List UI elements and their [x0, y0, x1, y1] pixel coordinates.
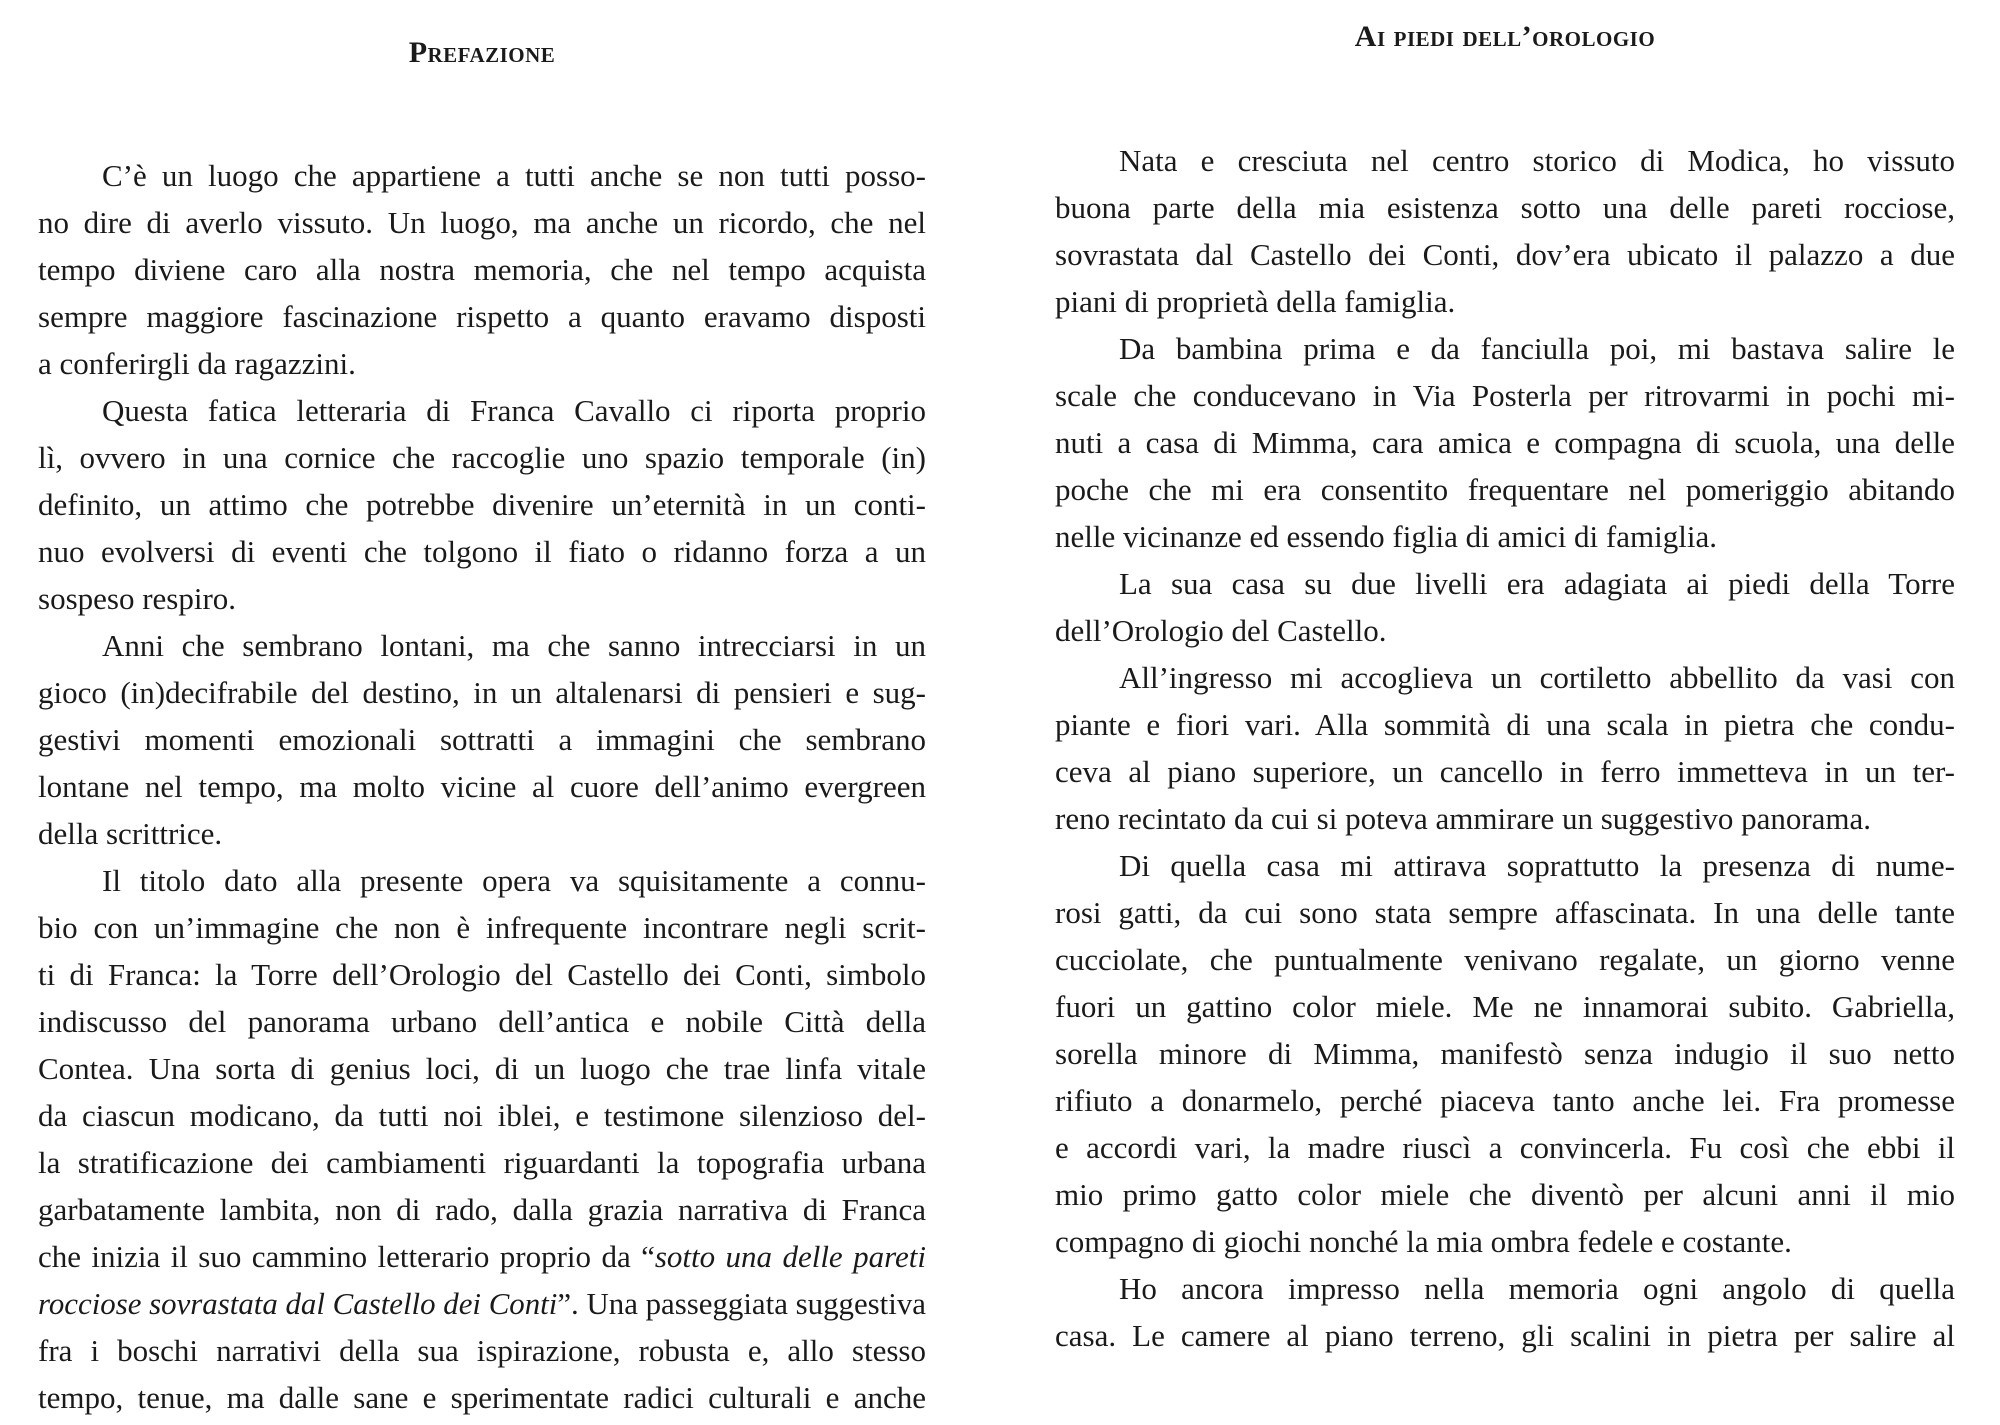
line-text: da ciascun modicano, da tutti noi iblei, e testimone silenzioso del- [38, 1098, 926, 1133]
text-line [38, 1139, 926, 1186]
line-text: Da bambina prima e da fanciulla poi, mi bastava salire le [1119, 331, 1955, 366]
line-text: compagno di giochi nonché la mia ombra fedele e costante. [1055, 1224, 1792, 1259]
text-line [1055, 842, 1955, 889]
line-text: Questa fatica letteraria di Franca Cavallo ci riporta proprio [102, 393, 926, 428]
text-line [38, 152, 926, 199]
text-line [1055, 278, 1955, 325]
line-text: indiscusso del panorama urbano dell’antica e nobile Città della [38, 1004, 926, 1039]
text-line [1055, 137, 1955, 184]
line-text: All’ingresso mi accoglieva un cortiletto abbellito da vasi con [1119, 660, 1955, 695]
line-text: e accordi vari, la madre riuscì a convincerla. Fu così che ebbi il [1055, 1130, 1955, 1165]
text-line [1055, 795, 1955, 842]
line-text: mio primo gatto color miele che diventò per alcuni anni il mio [1055, 1177, 1955, 1212]
line-text: ti di Franca: la Torre dell’Orologio del Castello dei Conti, simbolo [38, 957, 926, 992]
line-text: gioco (in)decifrabile del destino, in un altalenarsi di pensieri e sug- [38, 675, 926, 710]
line-text: sorella minore di Mimma, manifestò senza indugio il suo netto [1055, 1036, 1955, 1071]
line-text: sempre maggiore fascinazione rispetto a quanto eravamo disposti [38, 299, 926, 334]
line-text: casa. Le camere al piano terreno, gli scalini in pietra per salire al [1055, 1318, 1955, 1353]
left-page-body [38, 152, 926, 1421]
text-line [38, 951, 926, 998]
line-text: C’è un luogo che appartiene a tutti anche se non tutti posso- [102, 158, 926, 193]
line-text: che inizia il suo cammino letterario proprio da “ [38, 1239, 655, 1274]
line-text: rosi gatti, da cui sono stata sempre affascinata. In una delle tante [1055, 895, 1955, 930]
line-text: dell’Orologio del Castello. [1055, 613, 1387, 648]
text-line [1055, 1265, 1955, 1312]
text-line [1055, 1030, 1955, 1077]
line-text: nelle vicinanze ed essendo figlia di amici di famiglia. [1055, 519, 1717, 554]
text-line [38, 528, 926, 575]
text-line [1055, 513, 1955, 560]
line-text: la stratificazione dei cambiamenti riguardanti la topografia urbana [38, 1145, 926, 1180]
text-line [1055, 1124, 1955, 1171]
text-line [1055, 748, 1955, 795]
right-page-body [1055, 137, 1955, 1359]
line-text: piani di proprietà della famiglia. [1055, 284, 1456, 319]
line-text: tempo, tenue, ma dalle sane e sperimentate radici culturali e anche [38, 1380, 926, 1415]
text-line [1055, 983, 1955, 1030]
line-text: lontane nel tempo, ma molto vicine al cuore dell’animo evergreen [38, 769, 926, 804]
line-text: Ho ancora impresso nella memoria ogni angolo di quella [1119, 1271, 1955, 1306]
text-line [38, 199, 926, 246]
line-text: sovrastata dal Castello dei Conti, dov’era ubicato il palazzo a due [1055, 237, 1955, 272]
left-page [38, 0, 926, 1425]
text-line [38, 1280, 926, 1327]
text-line [38, 763, 926, 810]
text-line [1055, 701, 1955, 748]
text-line [1055, 1171, 1955, 1218]
text-line [1055, 419, 1955, 466]
text-line [38, 622, 926, 669]
text-line [38, 716, 926, 763]
line-text: gestivi momenti emozionali sottratti a immagini che sembrano [38, 722, 926, 757]
line-text: cucciolate, che puntualmente venivano regalate, un giorno venne [1055, 942, 1955, 977]
line-text: della scrittrice. [38, 816, 223, 851]
text-line [38, 1327, 926, 1374]
line-text: fra i boschi narrativi della sua ispirazione, robusta e, allo stesso [38, 1333, 926, 1368]
text-line [38, 246, 926, 293]
text-line [1055, 936, 1955, 983]
text-line [38, 1092, 926, 1139]
text-line [1055, 607, 1955, 654]
text-line [38, 998, 926, 1045]
line-text: tempo diviene caro alla nostra memoria, che nel tempo acquista [38, 252, 926, 287]
text-line [38, 575, 926, 622]
right-page [1055, 0, 1955, 1425]
line-text: definito, un attimo che potrebbe divenire un’eternità in un conti- [38, 487, 926, 522]
text-line [38, 434, 926, 481]
line-text: Anni che sembrano lontani, ma che sanno intrecciarsi in un [102, 628, 926, 663]
text-line [38, 810, 926, 857]
right-page-heading: Ai piedi dell’orologio [1354, 20, 1656, 53]
text-line [1055, 1312, 1955, 1359]
text-line [38, 387, 926, 434]
text-line [38, 293, 926, 340]
line-text: Di quella casa mi attirava soprattutto la presenza di nume- [1119, 848, 1955, 883]
text-line [38, 1374, 926, 1421]
line-text: nuti a casa di Mimma, cara amica e compagna di scuola, una delle [1055, 425, 1955, 460]
text-line [1055, 654, 1955, 701]
text-line [1055, 231, 1955, 278]
line-text: ceva al piano superiore, un cancello in ferro immetteva in un ter- [1055, 754, 1955, 789]
line-text: scale che conducevano in Via Posterla per ritrovarmi in pochi mi- [1055, 378, 1955, 413]
line-text: rifiuto a donarmelo, perché piaceva tanto anche lei. Fra promesse [1055, 1083, 1955, 1118]
line-text: fuori un gattino color miele. Me ne innamorai subito. Gabriella, [1055, 989, 1955, 1024]
text-line [38, 904, 926, 951]
text-line [1055, 1077, 1955, 1124]
line-text: piante e fiori vari. Alla sommità di una scala in pietra che condu- [1055, 707, 1955, 742]
line-text: garbatamente lambita, non di rado, dalla grazia narrativa di Franca [38, 1192, 926, 1227]
text-line [38, 481, 926, 528]
line-text: nuo evolversi di eventi che tolgono il fiato o ridanno forza a un [38, 534, 926, 569]
line-text: reno recintato da cui si poteva ammirare un suggestivo panorama. [1055, 801, 1872, 836]
italic-quote: rocciose sovrastata dal Castello dei Conti [38, 1286, 558, 1321]
text-line [1055, 372, 1955, 419]
text-line [1055, 889, 1955, 936]
text-line [38, 340, 926, 387]
text-line [1055, 1218, 1955, 1265]
text-line [38, 1233, 926, 1280]
line-text: Nata e cresciuta nel centro storico di Modica, ho vissuto [1119, 143, 1955, 178]
line-text: La sua casa su due livelli era adagiata ai piedi della Torre [1119, 566, 1955, 601]
text-line [38, 1186, 926, 1233]
text-line [1055, 184, 1955, 231]
text-line [1055, 466, 1955, 513]
line-text: lì, ovvero in una cornice che raccoglie uno spazio temporale (in) [38, 440, 926, 475]
italic-quote: sotto una delle pareti [654, 1239, 926, 1274]
text-line [1055, 325, 1955, 372]
line-text: bio con un’immagine che non è infrequente incontrare negli scrit- [38, 910, 926, 945]
line-text: buona parte della mia esistenza sotto una delle pareti rocciose, [1055, 190, 1955, 225]
line-text: no dire di averlo vissuto. Un luogo, ma anche un ricordo, che nel [38, 205, 926, 240]
text-line [1055, 560, 1955, 607]
text-line [38, 669, 926, 716]
line-text: a conferirgli da ragazzini. [38, 346, 356, 381]
text-line [38, 1045, 926, 1092]
line-text: Contea. Una sorta di genius loci, di un luogo che trae linfa vitale [38, 1051, 926, 1086]
line-text: poche che mi era consentito frequentare nel pomeriggio abitando [1055, 472, 1955, 507]
line-text: Il titolo dato alla presente opera va squisitamente a connu- [102, 863, 926, 898]
text-line [38, 857, 926, 904]
line-text: sospeso respiro. [38, 581, 237, 616]
left-page-heading: Prefazione [408, 36, 556, 69]
line-text: ”. Una passeggiata suggestiva [557, 1286, 926, 1321]
